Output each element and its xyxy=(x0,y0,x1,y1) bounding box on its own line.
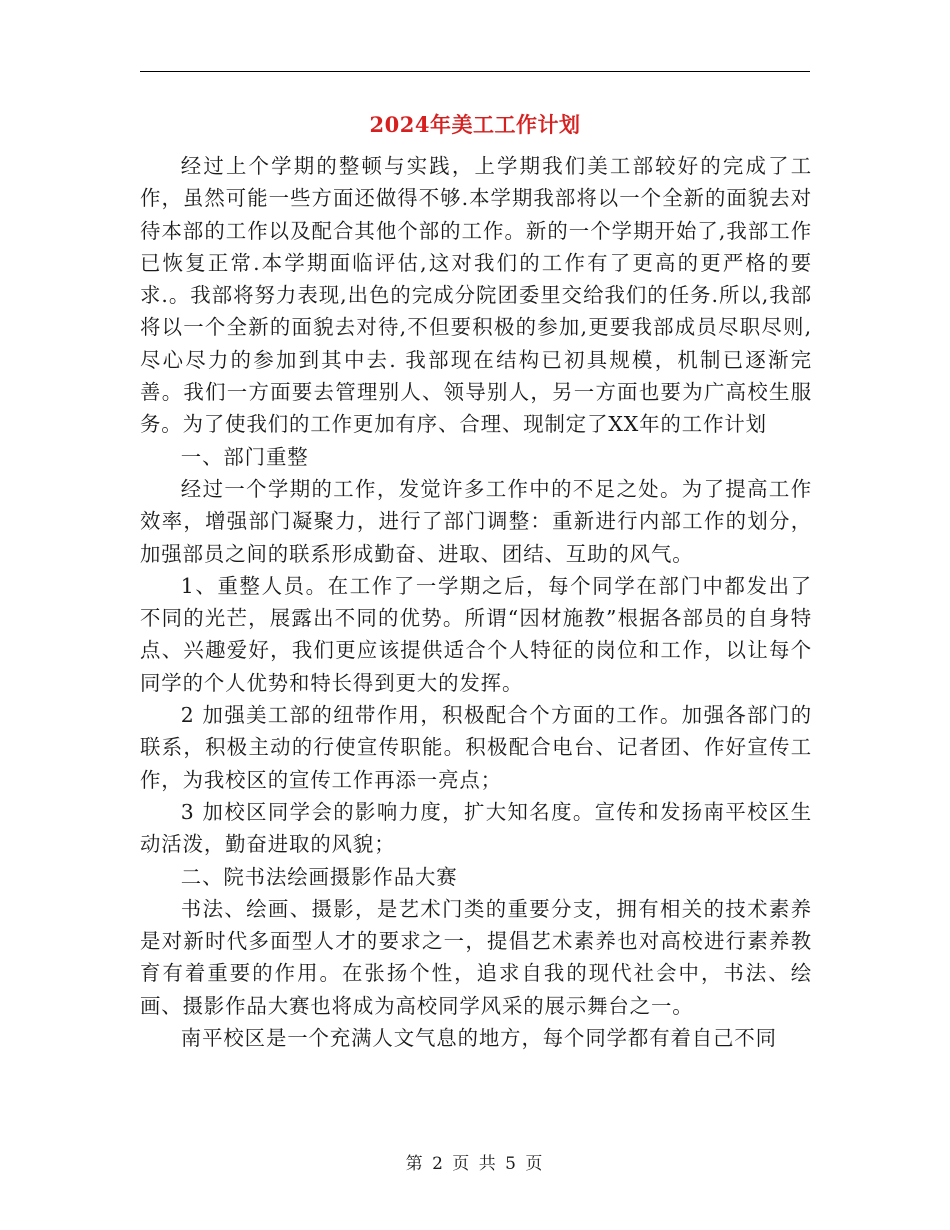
paragraph-nanping: 南平校区是一个充满人文气息的地方，每个同学都有着自己不同 xyxy=(180,1026,777,1051)
list-item-3: 3 加校区同学会的影响力度，扩大知名度。宣传和发扬南平校区生动活泼，勤奋进取的风貌； xyxy=(140,799,812,857)
document-title: 2024年美工工作计划 xyxy=(369,112,581,137)
document-body xyxy=(140,150,812,1054)
paragraph-department: 经过一个学期的工作，发觉许多工作中的不足之处。为了提高工作效率，增强部门凝聚力，进行了部门调整：重新进行内部工作的划分，加强部员之间的联系形成勤奋、进取、团结、互助的风气。 xyxy=(140,476,812,566)
paragraph-intro: 经过上个学期的整顿与实践，上学期我们美工部较好的完成了工作，虽然可能一些方面还做得不够.本学期我部将以一个全新的面貌去对待本部的工作以及配合其他个部的工作。新的一个学期开始了,我部工作已恢复正常.本学期面临评估,这对我们的工作有了更高的更严格的要求.。我部将努力表现,出色的完成分院团委里交给我们的任务.所以,我部将以一个全新的面貌去对待,不但要积极的参加,更要我部成员尽职尽则,尽心尽力的参加到其中去. 我部现在结构已初具规模，机制已逐渐完善。我们一方面要去管理别人、领导别人，另一方面也要为广高校生服务。为了使我们的工作更加有序、合理、现制定了XX年的工作计划 xyxy=(140,154,812,437)
list-item-2: 2 加强美工部的纽带作用，积极配合个方面的工作。加强各部门的联系，积极主动的行使宣传职能。积极配合电台、记者团、作好宣传工作，为我校区的宣传工作再添一亮点； xyxy=(140,703,812,792)
header-rule xyxy=(140,71,810,72)
section-heading-department: 一、部门重整 xyxy=(180,444,309,469)
paragraph-contest: 书法、绘画、摄影，是艺术门类的重要分支，拥有相关的技术素养是对新时代多面型人才的要求之一，提倡艺术素养也对高校进行素养教育有着重要的作用。在张扬个性，追求自我的现代社会中，书法、绘画、摄影作品大赛也将成为高校同学风采的展示舞台之一。 xyxy=(140,896,812,1018)
section-heading-contest: 二、院书法绘画摄影作品大赛 xyxy=(180,864,458,889)
page-number: 第 2 页 共 5 页 xyxy=(405,1154,545,1174)
list-item-1: 1、重整人员。在工作了一学期之后，每个同学在部门中都发出了不同的光芒，展露出不同的优势。所谓“因材施教”根据各部员的自身特点、兴趣爱好，我们更应该提供适合个人特征的岗位和工作，以让每个同学的个人优势和特长得到更大的发挥。 xyxy=(140,573,812,695)
